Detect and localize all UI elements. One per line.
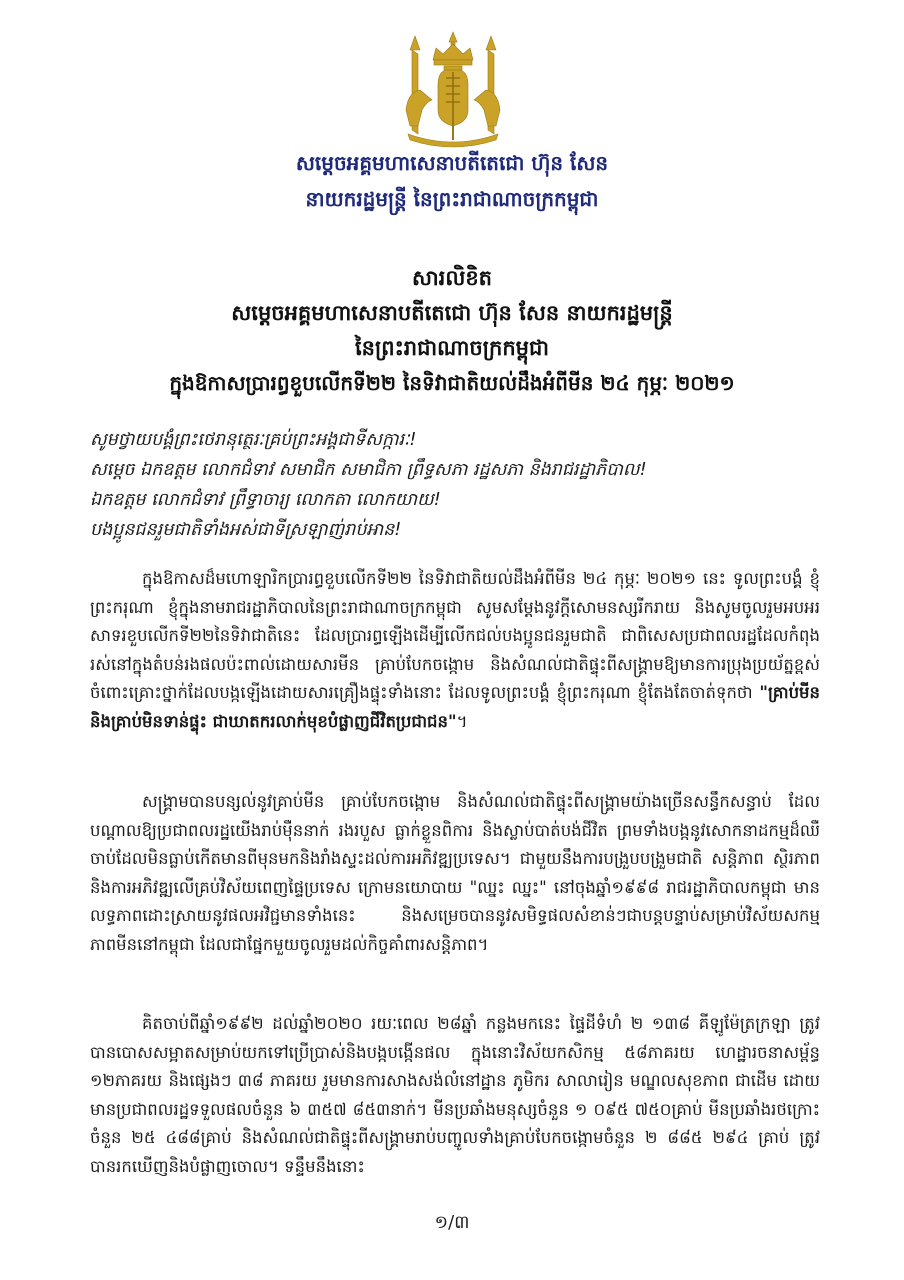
greeting-line: ឯកឧត្តម លោកជំទាវ ព្រឹទ្ធាចារ្យ លោកតា លោកយាយ!	[90, 490, 441, 510]
page-number: ១/៣	[434, 1212, 470, 1233]
paragraph-1-end: ។	[456, 711, 468, 731]
greeting-line: សូមថ្វាយបង្គំព្រះថេរានុត្ថេរៈគ្រប់ព្រះអង្គជាទីសក្ការៈ!	[90, 430, 417, 450]
paragraph-1-text: ក្នុងឱកាសដ៏មហោឡារិកប្រារព្ធខួបលើកទី២២ នៃទិវាជាតិយល់ដឹងអំពីមីន ២៤ កុម្ភៈ ២០២១ នេះ ទូលព្រះបង្គំ ខ្ញុំព្រះករុណា ខ្ញុំក្នុងនាមរាជរដ្ឋាភិបាលនៃព្រះរាជាណាចក្រកម្ពុជា សូមសម្តែងនូវក្តីសោមនស្សរីករាយ និងសូមចូលរួមអបអរសាទរខួបលើកទី២២នៃទិវាជាតិនេះ ដែលប្រារព្ធឡើងដើម្បីលើកជល់បងប្អូនជនរួមជាតិ ជាពិសេសប្រជាពលរដ្ឋដែលកំពុងរស់នៅក្នុងតំបន់រងផលប៉ះពាល់ដោយសារមីន គ្រាប់បែកចង្កោម និងសំណល់ជាតិផ្ទុះពីសង្គ្រាមឱ្យមានការប្រុងប្រយ័ត្នខ្ពស់ចំពោះគ្រោះថ្នាក់ដែលបង្កឡើងដោយសារគ្រឿងផ្ទុះទាំងនោះ ដែលទូលព្រះបង្គំ ខ្ញុំព្រះករុណា ខ្ញុំតែងតែចាត់ទុកថា	[90, 569, 820, 702]
header-title-line: នាយករដ្ឋមន្ត្រី នៃព្រះរាជាណាចក្រកម្ពុជា	[305, 187, 599, 211]
document-title: សារលិខិត	[412, 266, 492, 290]
royal-arms-emblem-icon	[388, 30, 518, 150]
greeting-line: បងប្អូនជនរួមជាតិទាំងអស់ជាទីស្រឡាញ់រាប់អាន!	[90, 520, 402, 540]
document-subtitle-line-2: នៃព្រះរាជាណាចក្រកម្ពុជា	[354, 336, 549, 360]
paragraph-1	[90, 565, 820, 736]
document-subtitle-line-1: សម្តេចអគ្គមហាសេនាបតីតេជោ ហ៊ុន សែន នាយករដ្ឋមន្ត្រី	[231, 301, 673, 325]
greetings-block	[90, 425, 850, 545]
paragraph-1-quote: "គ្រាប់មីននិងគ្រាប់មិនទាន់ផ្ទុះ ជាឃាតករលាក់មុខបំផ្លាញជីវិតប្រជាជន"	[90, 683, 820, 731]
greeting-line: សម្តេច ឯកឧត្តម លោកជំទាវ សមាជិក សមាជិកា ព្រឹទ្ធសភា រដ្ឋសភា និងរាជរដ្ឋាភិបាល!	[90, 460, 647, 480]
paragraph-2: សង្គ្រាមបានបន្សល់នូវគ្រាប់មីន គ្រាប់បែកចង្កោម និងសំណល់ជាតិផ្ទុះពីសង្គ្រាមយ៉ាងច្រើនសន្ធឹកសន្ធាប់ ដែលបណ្តាលឱ្យប្រជាពលរដ្ឋយើងរាប់ម៉ឺននាក់ រងរបួស ធ្លាក់ខ្លួនពិការ និងស្លាប់បាត់បង់ជីវិត ព្រមទាំងបង្កនូវសោកនាដកម្មដ៏ឈឺចាប់ដែលមិនធ្លាប់កើតមានពីមុនមកនិងរាំងស្ទះដល់ការអភិវឌ្ឍប្រទេស។ ជាមួយនឹងការបង្រួបបង្រួមជាតិ សន្តិភាព ស្ថិរភាព និងការអភិវឌ្ឍលើគ្រប់វិស័យពេញផ្ទៃប្រទេស ក្រោមនយោបាយ "ឈ្នះ ឈ្នះ" នៅចុងឆ្នាំ១៩៩៨ រាជរដ្ឋាភិបាលកម្ពុជា មានលទ្ធភាពដោះស្រាយនូវផលអវិជ្ជមានទាំងនេះ និងសម្រេចបាននូវសមិទ្ធផលសំខាន់ៗជាបន្តបន្ទាប់សម្រាប់វិស័យសកម្មភាពមីននៅកម្ពុជា ដែលជាផ្នែកមួយចូលរួមដល់កិច្ចគាំពារសន្តិភាព។	[90, 792, 820, 954]
header-name-line: សម្តេចអគ្គមហាសេនាបតីតេជោ ហ៊ុន សែន	[295, 151, 609, 175]
paragraph-3: គិតចាប់ពីឆ្នាំ១៩៩២ ដល់ឆ្នាំ២០២០ រយៈពេល ២៨ឆ្នាំ កន្លងមកនេះ ផ្ទៃដីទំហំ ២ ១៣៨ គីឡូម៉ែត្រក្រឡា ត្រូវបានបោសសម្អាតសម្រាប់យកទៅប្រើប្រាស់និងបង្កបង្កើនផល ក្នុងនោះវិស័យកសិកម្ម ៥៨ភាគរយ ហេដ្ឋារចនាសម្ព័ន្ធ ១២ភាគរយ និងផ្សេងៗ ៣៨ ភាគរយ រួមមានការសាងសង់លំនៅដ្ឋាន ភូមិករ សាលារៀន មណ្ឌលសុខភាព ជាដើម ដោយមានប្រជាពលរដ្ឋទទួលផលចំនួន ៦ ៣៥៧ ៨៥៣នាក់។ មីនប្រឆាំងមនុស្សចំនួន ១ ០៩៥ ៧៥០គ្រាប់ មីនប្រឆាំងរថក្រោះ ចំនួន ២៥ ៤៨៨គ្រាប់ និងសំណល់ជាតិផ្ទុះពីសង្គ្រាមរាប់បញ្ចូលទាំងគ្រាប់បែកចង្កោមចំនួន ២ ៨៨៥ ២៩៤ គ្រាប់ ត្រូវបានរកឃើញនិងបំផ្លាញចោល។ ទន្ទឹមនឹងនោះ	[90, 1014, 820, 1176]
document-subtitle-line-3: ក្នុងឱកាសប្រារព្ធខួបលើកទី២២ នៃទិវាជាតិយល់ដឹងអំពីមីន ២៤ កុម្ភៈ ២០២១	[169, 371, 735, 395]
